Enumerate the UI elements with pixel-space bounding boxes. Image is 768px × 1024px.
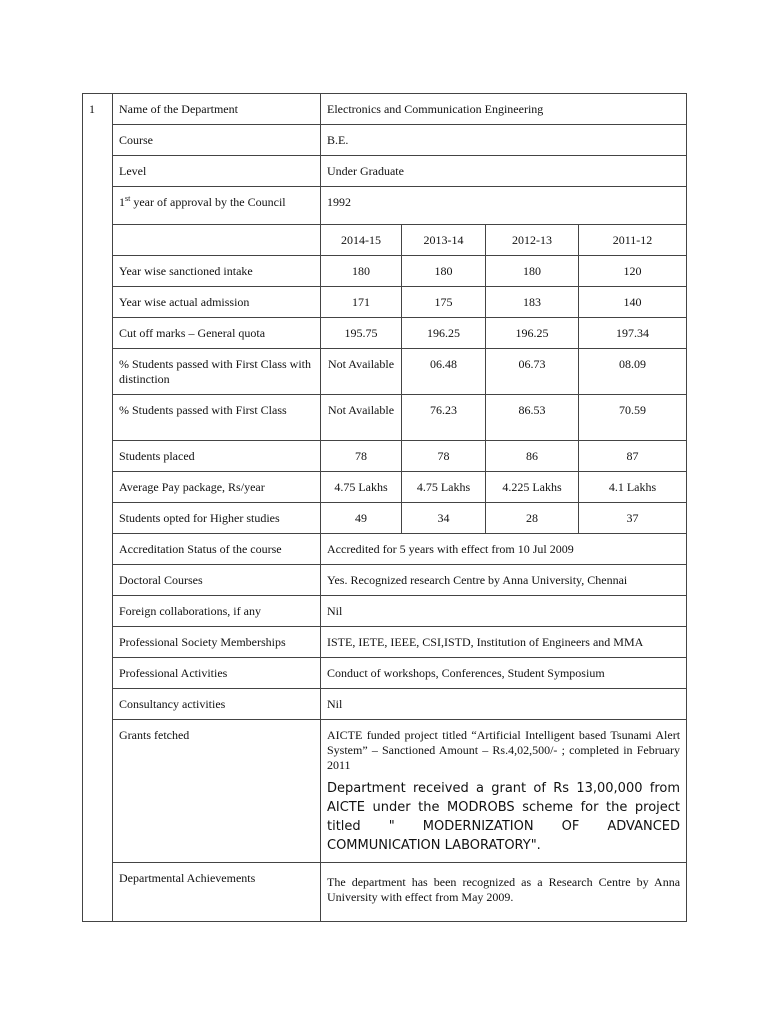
stats-cell: 08.09 — [579, 349, 687, 395]
stats-cell: 78 — [321, 441, 402, 472]
info-label: Professional Society Memberships — [113, 627, 321, 658]
info-row — [83, 565, 687, 596]
stats-label: Average Pay package, Rs/year — [113, 472, 321, 503]
stats-label: Cut off marks – General quota — [113, 318, 321, 349]
course-label: Course — [113, 125, 321, 156]
stats-cell: 140 — [579, 287, 687, 318]
stats-label: Year wise actual admission — [113, 287, 321, 318]
info-value: ISTE, IETE, IEEE, CSI,ISTD, Institution of Engineers and MMA — [321, 627, 687, 658]
stats-label: Year wise sanctioned intake — [113, 256, 321, 287]
year-header: 2011-12 — [579, 225, 687, 256]
stats-cell: 196.25 — [402, 318, 486, 349]
info-value: Yes. Recognized research Centre by Anna University, Chennai — [321, 565, 687, 596]
info-row — [83, 627, 687, 658]
stats-cell: 4.225 Lakhs — [486, 472, 579, 503]
info-value: Accredited for 5 years with effect from 10 Jul 2009 — [321, 534, 687, 565]
stats-cell: 4.1 Lakhs — [579, 472, 687, 503]
grant-aicte-project: AICTE funded project titled “Artificial Intelligent based Tsunami Alert System” – Sanctioned Amount – Rs.4,02,500/- ; completed in February 2011 — [327, 728, 681, 772]
year-header: 2014-15 — [321, 225, 402, 256]
info-label: Foreign collaborations, if any — [113, 596, 321, 627]
achievements-label: Departmental Achievements — [113, 863, 321, 922]
stats-row — [83, 395, 687, 441]
stats-cell: 78 — [402, 441, 486, 472]
approval-label: 1st year of approval by the Council — [113, 187, 321, 225]
stats-cell: 06.48 — [402, 349, 486, 395]
info-row — [83, 534, 687, 565]
stats-label: Students placed — [113, 441, 321, 472]
stats-row — [83, 441, 687, 472]
stats-row — [83, 472, 687, 503]
level-label: Level — [113, 156, 321, 187]
stats-cell: 86 — [486, 441, 579, 472]
info-row — [83, 658, 687, 689]
stats-cell: 196.25 — [486, 318, 579, 349]
stats-cell: 171 — [321, 287, 402, 318]
stats-cell: 183 — [486, 287, 579, 318]
department-label: Name of the Department — [113, 94, 321, 125]
stats-cell: Not Available — [321, 395, 402, 441]
stats-cell: 49 — [321, 503, 402, 534]
achievements-value: The department has been recognized as a Research Centre by Anna University with effect from May 2009. — [321, 863, 687, 922]
stats-cell: 195.75 — [321, 318, 402, 349]
stats-cell: 37 — [579, 503, 687, 534]
stats-cell: 06.73 — [486, 349, 579, 395]
info-label: Accreditation Status of the course — [113, 534, 321, 565]
info-value: Nil — [321, 689, 687, 720]
achievements-row — [83, 863, 687, 922]
stats-cell: Not Available — [321, 349, 402, 395]
department-details-table — [82, 93, 687, 922]
stats-cell: 70.59 — [579, 395, 687, 441]
stats-cell: 120 — [579, 256, 687, 287]
year-header-blank — [113, 225, 321, 256]
stats-label: Students opted for Higher studies — [113, 503, 321, 534]
grants-label: Grants fetched — [113, 720, 321, 863]
stats-cell: 76.23 — [402, 395, 486, 441]
year-header-row — [83, 225, 687, 256]
stats-row — [83, 287, 687, 318]
stats-cell: 197.34 — [579, 318, 687, 349]
info-row — [83, 689, 687, 720]
serial-number: 1 — [83, 94, 113, 922]
stats-label: % Students passed with First Class with distinction — [113, 349, 321, 395]
stats-cell: 34 — [402, 503, 486, 534]
stats-cell: 180 — [486, 256, 579, 287]
info-value: Nil — [321, 596, 687, 627]
stats-cell: 4.75 Lakhs — [402, 472, 486, 503]
info-label: Doctoral Courses — [113, 565, 321, 596]
grant-modrobs: Department received a grant of Rs 13,00,000 from AICTE under the MODROBS scheme for the project titled " MODERNIZATION OF ADVANCED COMMUNICATION LABORATORY". — [327, 781, 681, 853]
stats-cell: 87 — [579, 441, 687, 472]
department-value: Electronics and Communication Engineering — [321, 94, 687, 125]
stats-row — [83, 349, 687, 395]
year-header: 2012-13 — [486, 225, 579, 256]
stats-row — [83, 318, 687, 349]
info-label: Consultancy activities — [113, 689, 321, 720]
year-header: 2013-14 — [402, 225, 486, 256]
grants-value — [321, 720, 687, 863]
stats-row — [83, 256, 687, 287]
level-value: Under Graduate — [321, 156, 687, 187]
stats-cell: 4.75 Lakhs — [321, 472, 402, 503]
stats-cell: 180 — [321, 256, 402, 287]
grants-row — [83, 720, 687, 863]
approval-value: 1992 — [321, 187, 687, 225]
stats-cell: 180 — [402, 256, 486, 287]
info-label: Professional Activities — [113, 658, 321, 689]
stats-row — [83, 503, 687, 534]
stats-label: % Students passed with First Class — [113, 395, 321, 441]
info-row — [83, 596, 687, 627]
course-value: B.E. — [321, 125, 687, 156]
info-value: Conduct of workshops, Conferences, Student Symposium — [321, 658, 687, 689]
stats-cell: 175 — [402, 287, 486, 318]
stats-cell: 28 — [486, 503, 579, 534]
stats-cell: 86.53 — [486, 395, 579, 441]
